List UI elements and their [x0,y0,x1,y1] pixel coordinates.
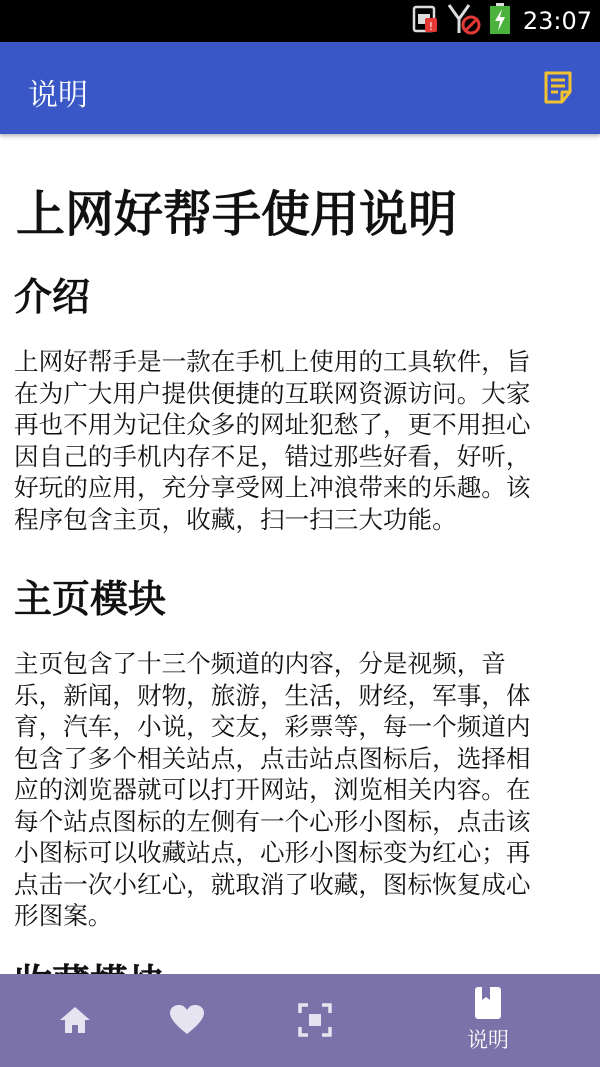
sim-alert-icon [411,4,439,38]
battery-charging-icon [489,3,511,39]
text-line: 形图案。 [14,901,113,930]
scan-icon [298,1003,332,1041]
app-bar-title: 说明 [28,78,88,113]
nav-item-instructions[interactable] [413,974,563,1067]
text-line: 乐，新闻，财物，旅游，生活，财经，军事，体 [14,680,531,710]
text-line: 上网好帮手是一款在手机上使用的工具软件，旨 [14,347,531,376]
text-line: 程序包含主页，收藏，扫一扫三大功能。 [14,504,457,534]
text-line: 小图标可以收藏站点，心形小图标变为红心；再 [14,838,531,867]
app-bar [0,42,600,134]
text-line: 应的浏览器就可以打开网站，浏览相关内容。在 [14,775,531,804]
no-signal-icon [447,3,481,39]
status-icons [411,0,592,42]
article-content[interactable] [0,134,600,974]
status-bar [0,0,600,42]
section-body-intro [14,346,584,535]
notes-icon [542,91,576,110]
text-line: 每个站点图标的左侧有一个心形小图标，点击该 [14,806,531,836]
section-heading-home: 主页模块 [14,577,167,621]
section-body-home [14,648,584,932]
home-icon [58,1005,92,1039]
text-line: 好玩的应用，充分享受网上冲浪带来的乐趣。该 [14,473,531,502]
heart-icon [169,1004,205,1040]
text-line: 再也不用为记住众多的网址犯愁了，更不用担心 [14,410,531,439]
notes-button[interactable] [542,70,576,106]
svg-text:!: ! [428,20,434,33]
article-title: 上网好帮手使用说明 [16,186,458,243]
bookmark-icon [474,986,502,1024]
nav-label-instructions: 说明 [467,1028,509,1052]
bottom-nav [0,974,600,1067]
text-line: 主页包含了十三个频道的内容，分是视频，音 [14,649,506,678]
text-line: 因自己的手机内存不足，错过那些好看，好听， [14,441,531,471]
status-time: 23:07 [522,7,592,35]
text-line: 点击一次小红心，就取消了收藏，图标恢复成心 [14,869,531,899]
nav-item-scan[interactable] [240,974,390,1067]
text-line: 包含了多个相关站点，点击站点图标后，选择相 [14,743,531,773]
text-line: 在为广大用户提供便捷的互联网资源访问。大家 [14,378,531,408]
section-heading-intro: 介绍 [14,275,91,319]
text-line: 育，汽车，小说，交友，彩票等，每一个频道内 [14,712,531,741]
